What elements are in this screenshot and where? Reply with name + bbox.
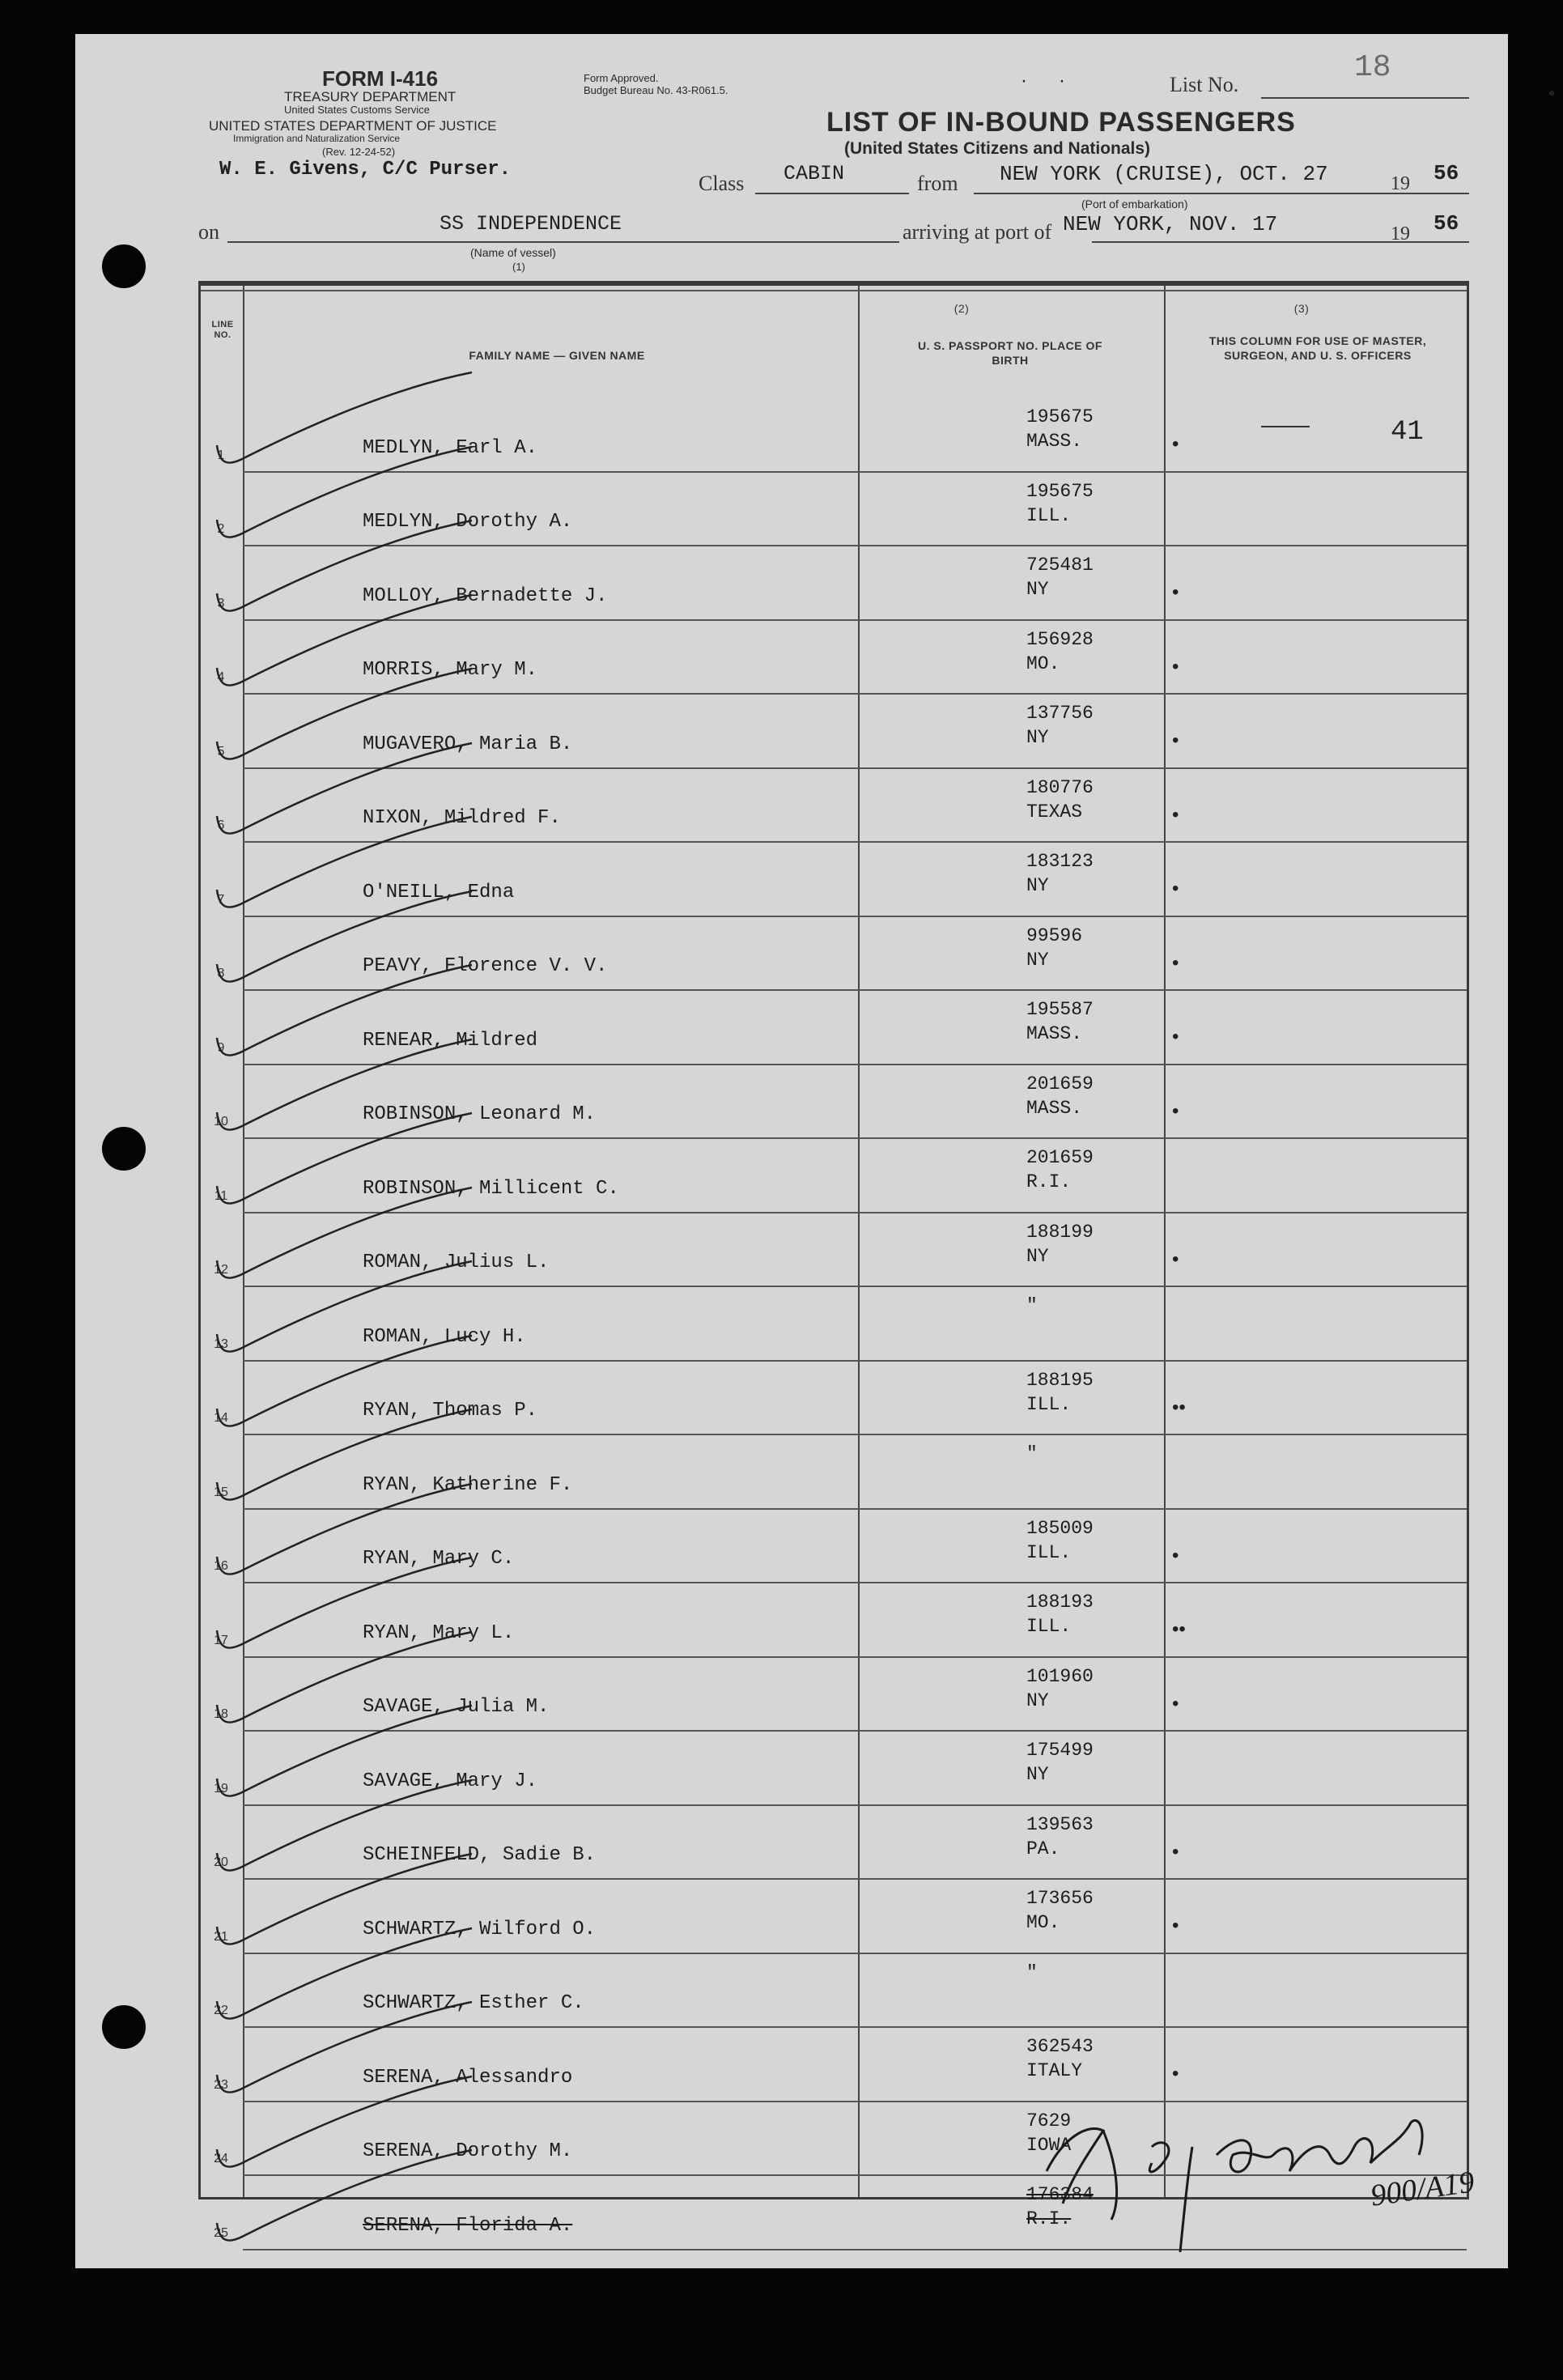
place-of-birth: MASS.	[1026, 1097, 1083, 1119]
line-number: 25	[214, 2225, 228, 2240]
check-mark: •	[1172, 1099, 1179, 1122]
officer-dash	[1261, 426, 1310, 427]
form-justice: UNITED STATES DEPARTMENT OF JUSTICE	[209, 118, 497, 134]
line-number: 3	[217, 596, 225, 610]
header-col2-num: (2)	[954, 302, 970, 315]
arrival-port: NEW YORK, NOV. 17	[1063, 212, 1278, 236]
col-divider	[858, 283, 860, 2197]
place-of-birth: ILL.	[1026, 1393, 1072, 1415]
place-of-birth: PA.	[1026, 1838, 1060, 1859]
passenger-name: MOLLOY, Bernadette J.	[363, 584, 608, 607]
form-approved: Form Approved.	[584, 72, 659, 84]
passport-number: 99596	[1026, 924, 1083, 946]
passport-number: 180776	[1026, 776, 1094, 798]
check-mark: •	[1172, 1692, 1179, 1715]
place-of-birth: ILL.	[1026, 1616, 1072, 1637]
check-mark: •	[1172, 878, 1179, 899]
handwritten-tick	[213, 2146, 488, 2259]
passenger-name: RYAN, Mary L.	[363, 1621, 515, 1644]
line-number: 12	[214, 1263, 228, 1277]
passport-number: 195675	[1026, 406, 1094, 427]
class-line	[755, 193, 909, 194]
passenger-name: PEAVY, Florence V. V.	[363, 955, 608, 977]
passenger-name: RYAN, Thomas P.	[363, 1400, 538, 1422]
place-of-birth: R.I.	[1026, 2208, 1072, 2229]
passenger-name: MORRIS, Mary M.	[363, 659, 538, 681]
year-prefix-2: 19	[1391, 223, 1410, 244]
passenger-name: RYAN, Mary C.	[363, 1548, 515, 1570]
header-name: FAMILY NAME — GIVEN NAME	[469, 349, 645, 362]
arriving-label: arriving at port of	[903, 220, 1052, 244]
passenger-name: ROBINSON, Millicent C.	[363, 1177, 619, 1200]
line-number: 17	[214, 1633, 228, 1647]
from-line	[974, 193, 1443, 194]
passport-number: 188199	[1026, 1221, 1094, 1243]
passport-number: 188195	[1026, 1369, 1094, 1391]
year-prefix-1: 19	[1391, 173, 1410, 194]
place-of-birth: ILL.	[1026, 1541, 1072, 1563]
line-number: 1	[217, 448, 225, 462]
place-of-birth: MO.	[1026, 652, 1060, 674]
place-of-birth: NY	[1026, 579, 1049, 600]
budget-bureau: Budget Bureau No. 43-R061.5.	[584, 84, 728, 96]
passenger-name: SAVAGE, Julia M.	[363, 1696, 550, 1718]
voyage-year-2: 56	[1433, 211, 1459, 236]
on-label: on	[198, 220, 219, 244]
place-of-birth: NY	[1026, 1245, 1049, 1267]
passport-number: 725481	[1026, 555, 1094, 576]
check-mark: •	[1172, 1544, 1179, 1566]
passenger-name: RENEAR, Mildred	[363, 1029, 538, 1052]
line-number: 18	[214, 1707, 228, 1721]
passenger-name: SERENA, Florida A.	[363, 2214, 573, 2237]
document-page	[75, 34, 1556, 2268]
vessel-line	[227, 241, 899, 243]
line-number: 15	[214, 1485, 228, 1499]
form-title: LIST OF IN-BOUND PASSENGERS	[826, 107, 1296, 138]
signature	[1030, 2050, 1484, 2260]
place-of-birth: MASS.	[1026, 1023, 1083, 1044]
check-mark: •	[1172, 433, 1179, 455]
passport-number: 183123	[1026, 851, 1094, 872]
passenger-name: SERENA, Alessandro	[363, 2066, 573, 2089]
check-mark: •	[1172, 1915, 1179, 1936]
vessel-name: SS INDEPENDENCE	[440, 212, 622, 236]
check-mark: •	[1172, 655, 1179, 678]
passenger-name: SCHWARTZ, Wilford O.	[363, 1918, 597, 1940]
passenger-name: SERENA, Dorothy M.	[363, 2140, 573, 2162]
passenger-name: NIXON, Mildred F.	[363, 807, 561, 829]
line-number: 7	[217, 892, 225, 907]
passport-number: 137756	[1026, 703, 1094, 724]
passenger-name: MEDLYN, Earl A.	[363, 436, 538, 459]
passport-number: "	[1026, 1961, 1038, 1983]
form-dept: TREASURY DEPARTMENT	[284, 89, 457, 104]
form-subtitle: (United States Citizens and Nationals)	[844, 139, 1151, 158]
table-top-rule	[201, 283, 1467, 286]
check-mark: •	[1172, 1247, 1179, 1270]
passport-number: 7629	[1026, 2110, 1072, 2131]
check-mark: ••	[1172, 1618, 1186, 1640]
passenger-name: SAVAGE, Mary J.	[363, 1770, 538, 1792]
punch-hole	[102, 244, 146, 288]
line-number: 16	[214, 1559, 228, 1573]
line-number: 6	[217, 818, 225, 832]
line-number: 11	[214, 1188, 228, 1203]
passenger-name: MEDLYN, Dorothy A.	[363, 511, 573, 533]
line-number: 2	[217, 522, 225, 536]
header-col3-num: (3)	[1293, 302, 1310, 315]
passport-number: 176384	[1026, 2184, 1094, 2205]
passenger-table	[198, 281, 1469, 2240]
line-number: 13	[214, 1337, 228, 1351]
check-mark: •	[1172, 581, 1179, 603]
stray-mark: ·	[1059, 70, 1065, 91]
passport-number: 195587	[1026, 999, 1094, 1020]
header-passport: U. S. PASSPORT NO. PLACE OF BIRTH	[918, 339, 1102, 367]
line-number: 4	[217, 670, 225, 684]
line-number: 8	[217, 967, 225, 980]
passenger-name: ROBINSON, Leonard M.	[363, 1103, 597, 1125]
line-number: 20	[214, 1855, 228, 1869]
place-of-birth: R.I.	[1026, 1171, 1072, 1192]
port-note: (Port of embarkation)	[1081, 198, 1188, 210]
header-officers: THIS COLUMN FOR USE OF MASTER, SURGEON, AND U. S. OFFICERS	[1208, 334, 1427, 362]
check-mark: •	[1172, 729, 1179, 751]
line-number: 9	[217, 1040, 225, 1055]
place-of-birth: NY	[1026, 1764, 1049, 1785]
punch-hole	[102, 2005, 146, 2049]
passenger-name: ROMAN, Julius L.	[363, 1252, 550, 1273]
passport-number: "	[1026, 1295, 1038, 1316]
form-rev: (Rev. 12-24-52)	[322, 146, 396, 158]
form-service: United States Customs Service	[284, 104, 430, 116]
officer-note: 41	[1391, 417, 1424, 448]
check-mark: ••	[1172, 1396, 1186, 1418]
passport-number: 201659	[1026, 1147, 1094, 1168]
place-of-birth: MO.	[1026, 1912, 1060, 1933]
passport-number: 173656	[1026, 1888, 1094, 1909]
list-no-line	[1261, 97, 1469, 99]
header-line-no: LINE NO.	[211, 320, 234, 340]
passport-number: 101960	[1026, 1665, 1094, 1687]
voyage-from: NEW YORK (CRUISE), OCT. 27	[1000, 162, 1328, 186]
place-of-birth: NY	[1026, 727, 1049, 748]
passenger-name: ROMAN, Lucy H.	[363, 1325, 526, 1348]
annotation-code: 900/A19	[1368, 2165, 1477, 2213]
col-divider	[1164, 283, 1166, 2197]
voyage-class: CABIN	[784, 162, 845, 185]
passenger-name: MUGAVERO, Maria B.	[363, 733, 573, 755]
list-no-label: List No.	[1170, 73, 1239, 96]
line-number: 21	[214, 1929, 228, 1944]
stray-mark: •	[1548, 83, 1556, 104]
line-number: 10	[214, 1115, 228, 1128]
passenger-name: RYAN, Katherine F.	[363, 1473, 573, 1496]
check-mark: •	[1172, 803, 1179, 826]
table-top-rule-inner	[201, 290, 1467, 291]
form-number: FORM I-416	[322, 66, 439, 91]
passport-number: 188193	[1026, 1592, 1094, 1613]
passport-number: 195675	[1026, 480, 1094, 502]
passenger-name: SCHWARTZ, Esther C.	[363, 1992, 584, 2014]
list-no: 18	[1354, 50, 1391, 85]
from-label: from	[917, 172, 958, 195]
place-of-birth: NY	[1026, 1689, 1049, 1711]
line-number: 19	[214, 1781, 228, 1796]
check-mark: •	[1172, 1840, 1179, 1863]
passport-number: 185009	[1026, 1517, 1094, 1539]
class-label: Class	[699, 172, 745, 195]
place-of-birth: ILL.	[1026, 504, 1072, 526]
passenger-name: O'NEILL, Edna	[363, 881, 515, 903]
place-of-birth: TEXAS	[1026, 801, 1083, 822]
line-number: 5	[217, 744, 225, 759]
form-immigration: Immigration and Naturalization Service	[233, 133, 401, 144]
punch-hole	[102, 1127, 146, 1171]
passport-number: "	[1026, 1443, 1038, 1464]
col1-num: (1)	[512, 261, 525, 273]
line-number: 24	[214, 2152, 228, 2165]
passport-number: 175499	[1026, 1740, 1094, 1761]
passenger-name: SCHEINFELD, Sadie B.	[363, 1844, 597, 1866]
passport-number: 139563	[1026, 1813, 1094, 1835]
year-line-1	[1423, 193, 1469, 194]
passport-number: 201659	[1026, 1073, 1094, 1094]
check-mark: •	[1172, 1026, 1179, 1048]
line-number: 23	[214, 2077, 228, 2092]
voyage-year-1: 56	[1433, 161, 1459, 185]
line-number: 22	[214, 2004, 228, 2017]
check-mark: •	[1172, 2063, 1179, 2085]
place-of-birth: IOWA	[1026, 2134, 1072, 2156]
place-of-birth: ITALY	[1026, 2060, 1083, 2081]
place-of-birth: NY	[1026, 875, 1049, 896]
check-mark: •	[1172, 951, 1179, 974]
vessel-note: (Name of vessel)	[470, 246, 556, 259]
line-number: 14	[214, 1411, 228, 1425]
place-of-birth: NY	[1026, 949, 1049, 971]
stray-mark: ·	[1021, 70, 1027, 91]
place-of-birth: MASS.	[1026, 431, 1083, 452]
passport-number: 156928	[1026, 628, 1094, 650]
purser: W. E. Givens, C/C Purser.	[219, 159, 512, 181]
arrival-line	[1092, 241, 1469, 243]
passport-number: 362543	[1026, 2036, 1094, 2057]
